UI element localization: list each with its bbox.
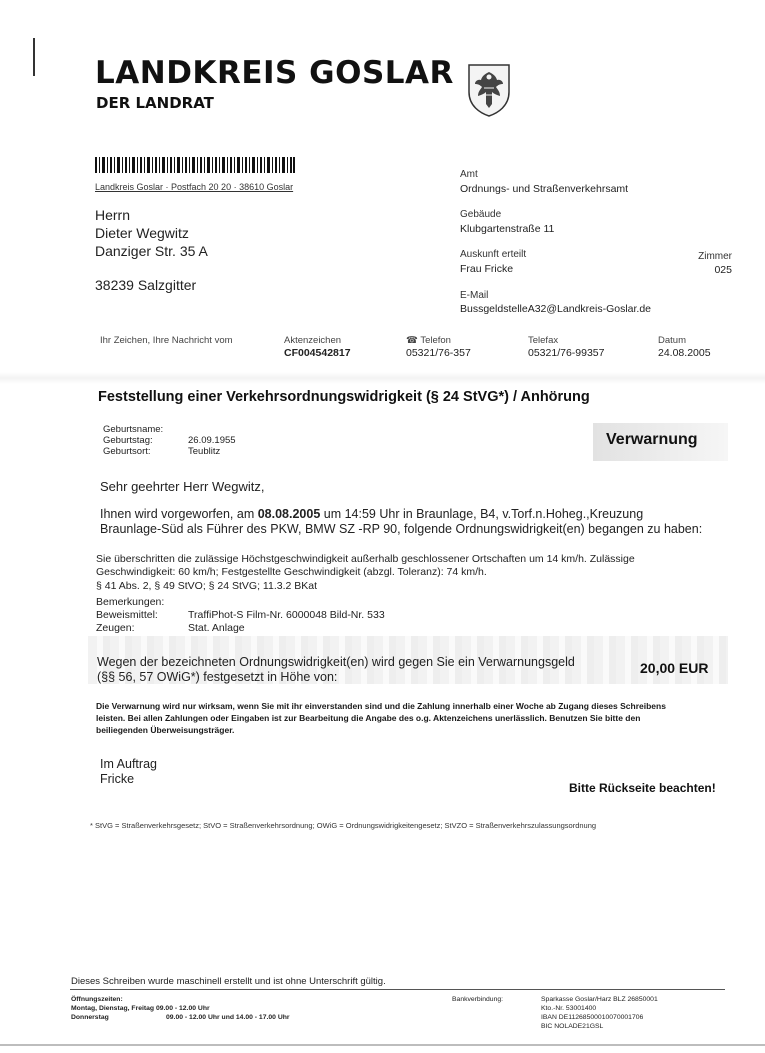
- verwarnung-badge: Verwarnung: [606, 431, 698, 448]
- recipient-street: Danziger Str. 35 A: [95, 243, 208, 259]
- geburtsname-label: Geburtsname:: [103, 424, 164, 435]
- telefax-label: Telefax: [528, 335, 559, 346]
- abbreviation-footnote: * StVG = Straßenverkehrsgesetz; StVO = Straßenverkehrsordnung; OWiG = Ordnungswidrigkeitengesetz; StVZO = Straßenverkehrszulassungsordnung: [90, 821, 597, 830]
- geburtstag-label: Geburtstag:: [103, 435, 153, 446]
- geburtsort-label: Geburtsort:: [103, 446, 151, 457]
- hours-line1: Montag, Dienstag, Freitag 09.00 - 12.00 Uhr: [71, 1005, 210, 1012]
- violation-line1: Sie überschritten die zulässige Höchstgeschwindigkeit außerhalb geschlossener Ortschaften um 14 km/h. Zulässige: [96, 553, 635, 565]
- bank-line4: BIC NOLADE21GSL: [541, 1023, 604, 1030]
- zeugen-value: Stat. Anlage: [188, 622, 245, 634]
- datum-label: Datum: [658, 335, 686, 346]
- fine-amount: 20,00 EUR: [640, 660, 709, 676]
- authority-subtitle: DER LANDRAT: [96, 94, 214, 112]
- ihr-zeichen-label: Ihr Zeichen, Ihre Nachricht vom: [100, 335, 233, 346]
- telefon-label-group: [406, 335, 451, 346]
- amt-label: Amt: [460, 169, 478, 180]
- violation-line3: § 41 Abs. 2, § 49 StVO; § 24 StVG; 11.3.2 BKat: [96, 580, 318, 592]
- back-page-note: Bitte Rückseite beachten!: [569, 781, 716, 795]
- recipient-city: 38239 Salzgitter: [95, 277, 197, 293]
- subject-line: Feststellung einer Verkehrsordnungswidrigkeit (§ 24 StVG*) / Anhörung: [98, 389, 590, 405]
- gebaeude-value: Klubgartenstraße 11: [460, 223, 555, 235]
- margin-mark: [33, 38, 35, 76]
- machine-note: Dieses Schreiben wurde maschinell erstellt und ist ohne Unterschrift gültig.: [71, 976, 386, 987]
- violation-line2: Geschwindigkeit: 60 km/h; Festgestellte Geschwindigkeit (abzgl. Toleranz): 74 km/h.: [96, 566, 487, 578]
- beweismittel-label: Beweismittel:: [96, 609, 158, 621]
- gebaeude-label: Gebäude: [460, 209, 502, 220]
- signature-line1: Im Auftrag: [100, 757, 157, 771]
- bemerkungen-label: Bemerkungen:: [96, 596, 165, 608]
- telefon-value: 05321/76-357: [406, 347, 471, 359]
- sender-line: Landkreis Goslar · Postfach 20 20 · 38610 Goslar: [95, 182, 294, 192]
- coat-of-arms-icon: [466, 62, 512, 118]
- offense-date: 08.08.2005: [257, 507, 321, 521]
- hours-label: Öffnungszeiten:: [71, 996, 123, 1003]
- beweismittel-value: TraffiPhot-S Film-Nr. 6000048 Bild-Nr. 533: [188, 609, 385, 621]
- geburtsort-value: Teublitz: [188, 446, 221, 457]
- auskunft-label: Auskunft erteilt: [460, 249, 527, 260]
- telephone-icon: ☎: [406, 335, 418, 346]
- geburtstag-value: 26.09.1955: [188, 435, 236, 446]
- footer-rule: [70, 989, 725, 990]
- zimmer-label: Zimmer: [698, 251, 732, 262]
- telefon-label: Telefon: [420, 335, 451, 346]
- notice-line3: beiliegenden Überweisungsträger.: [96, 725, 235, 735]
- barcode: [95, 157, 295, 173]
- recipient-salutation: Herrn: [95, 207, 131, 223]
- accusation-prefix: Ihnen wird vorgeworfen, am: [100, 507, 258, 521]
- fine-line1: Wegen der bezeichneten Ordnungswidrigkeit(en) wird gegen Sie ein Verwarnungsgeld: [97, 655, 575, 669]
- notice-line1: Die Verwarnung wird nur wirksam, wenn Sie mit ihr einverstanden sind und die Zahlung innerhalb einer Woche ab Zugang dieses Schreibens: [96, 701, 666, 711]
- hours-line2-value: 09.00 - 12.00 Uhr und 14.00 - 17.00 Uhr: [166, 1014, 290, 1021]
- signature-line2: Fricke: [100, 772, 135, 786]
- amt-value: Ordnungs- und Straßenverkehrsamt: [460, 183, 629, 195]
- email-value[interactable]: BussgeldstelleA32@Landkreis-Goslar.de: [460, 303, 652, 315]
- datum-value: 24.08.2005: [658, 347, 711, 359]
- bank-label: Bankverbindung:: [452, 996, 504, 1003]
- email-label: E-Mail: [460, 290, 489, 301]
- telefax-value: 05321/76-99357: [528, 347, 605, 359]
- greeting: Sehr geehrter Herr Wegwitz,: [100, 479, 265, 494]
- zimmer-value: 025: [714, 264, 732, 276]
- fine-line2: (§§ 56, 57 OWiG*) festgesetzt in Höhe von:: [97, 670, 338, 684]
- bottom-edge: [0, 1044, 765, 1046]
- accusation-line1: [100, 507, 643, 521]
- bank-line1: Sparkasse Goslar/Harz BLZ 26850001: [541, 996, 658, 1003]
- aktenzeichen-label: Aktenzeichen: [284, 335, 342, 346]
- accusation-suffix: um 14:59 Uhr in Braunlage, B4, v.Torf.n.Hoheg.,Kreuzung: [320, 507, 644, 521]
- auskunft-value: Frau Fricke: [460, 263, 514, 275]
- bank-line2: Kto.-Nr. 53001400: [541, 1005, 597, 1012]
- accusation-line2: Braunlage-Süd als Führer des PKW, BMW SZ -RP 90, folgende Ordnungswidrigkeit(en) begangen zu haben:: [100, 522, 703, 536]
- hours-line2-label: Donnerstag: [71, 1014, 109, 1021]
- authority-title: LANDKREIS GOSLAR: [95, 55, 454, 91]
- scan-fold-band: [0, 372, 765, 384]
- aktenzeichen-value: CF004542817: [284, 347, 351, 359]
- bank-line3: IBAN DE11268500010070001706: [541, 1014, 644, 1021]
- notice-line2: leisten. Bei allen Zahlungen oder Eingaben ist zur Bearbeitung die Angabe des o.g. Aktenzeichens unerlässlich. Benutzen Sie bitte den: [96, 713, 641, 723]
- recipient-name: Dieter Wegwitz: [95, 225, 189, 241]
- zeugen-label: Zeugen:: [96, 622, 135, 634]
